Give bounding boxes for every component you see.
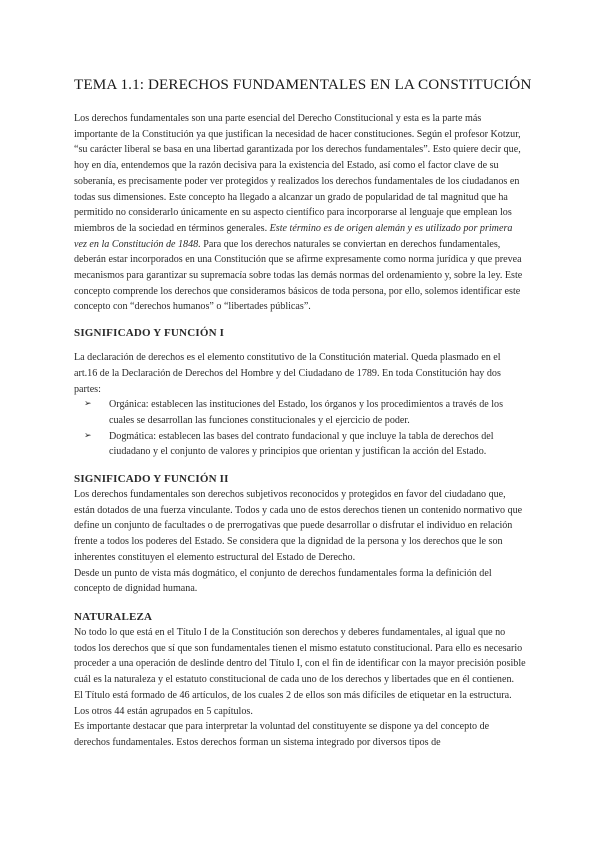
section1-paragraph: La declaración de derechos es el elemento constitutivo de la Constitución material. Queda plasmado en el art.16 de la Declaración de Derechos del Hombre y del Ciudadano de 1789. En toda Constitución hay dos partes: xyxy=(74,352,501,395)
section-heading-significado-2: SIGNIFICADO Y FUNCIÓN II xyxy=(74,473,229,486)
section3-paragraph-2: El Título está formado de 46 artículos, de los cuales 2 de ellos son más difíciles de etiquetar en la estructura. Los otros 44 están agrupados en 5 capítulos. xyxy=(74,689,512,717)
section-heading-naturaleza: NATURALEZA xyxy=(74,610,153,623)
list-item xyxy=(84,397,526,428)
constitution-parts-list xyxy=(74,397,526,460)
list-item-text: Orgánica: establecen las instituciones del Estado, los órganos y los procedimientos a través de los cuales se desarrollan las funciones constitucionales y el ejercicio de poder. xyxy=(109,399,504,426)
intro-italic-note: Este término es de origen alemán y es utilizado por primera vez en la Constitución de 1848. xyxy=(74,222,513,250)
list-item-text: Dogmática: establecen las bases del contrato fundacional y que incluye la tabla de derechos del ciudadano y el conjunto de valores y principios que orientan y justifican la acción del Estado. xyxy=(109,430,494,458)
section3-paragraph-1: No todo lo que está en el Título I de la Constitución son derechos y deberes fundamentales, al igual que no todos los derechos que sí que son fundamentales tienen el mismo estatuto constitucional. Para ello es necesario proceder a una operación de deslinde dentro del Título I, con el fin de identificar con la mayor precisión posible cuál es la naturaleza y el estatuto constitucional de cada uno de los derechos y libertades que en él contienen. xyxy=(74,626,526,686)
arrowhead-bullet-icon: ➢ xyxy=(84,399,92,410)
document-page xyxy=(74,76,532,751)
section-heading-significado-1: SIGNIFICADO Y FUNCIÓN I xyxy=(74,327,225,340)
intro-text-part2: Para que los derechos naturales se conviertan en derechos fundamentales, deberán estar incorporados en una Constitución que se afirme expresamente como norma jurídica y que prevea mecanismos para garantizar su supremacía sobre todas las demás normas del ordenamiento y, sobre la ley. Este concepto comprende los derechos que consideramos básicos de toda persona, por ello, solemos identificar este concepto con “derechos humanos” o “libertades públicas”. xyxy=(74,238,523,313)
section3-paragraph-3: Es importante destacar que para interpretar la voluntad del constituyente se dispone ya del concepto de derechos fundamentales. Estos derechos forman un sistema integrado por diversos tipos de xyxy=(74,721,490,748)
section2-paragraph-2: Desde un punto de vista más dogmático, el conjunto de derechos fundamentales forma la definición del concepto de dignidad humana. xyxy=(74,567,492,595)
list-item xyxy=(84,429,526,460)
section2-paragraph-1: Los derechos fundamentales son derechos subjetivos reconocidos y protegidos en favor del ciudadano que, están dotados de una fuerza vinculante. Todos y cada uno de estos derechos tienen un contenido normativo que define un conjunto de facultades o de prerrogativas que puede desarrollar o disfrutar el individuo en relación frente a todos los poderes del Estado. Se considera que la dignidad de la persona y los derechos que le son inherentes constituyen el elemento estructural del Estado de Derecho. xyxy=(74,489,523,563)
page-title: TEMA 1.1: DERECHOS FUNDAMENTALES EN LA CONSTITUCIÓN xyxy=(74,76,532,93)
intro-text-part1: Los derechos fundamentales son una parte esencial del Derecho Constitucional y esta es la parte más importante de la Constitución ya que justifican la necesidad de hacer constituciones. Según el profesor Kotzur, “su carácter liberal se basa en una libertad garantizada por los derechos fundamentales”. Esto quiere decir que, hoy en día, entendemos que la razón decisiva para la existencia del Estado, así como el factor clave de su soberanía, es precisamente poder ver protegidos y realizados los derechos fundamentales de los ciudadanos en todas sus dimensiones. Este concepto ha llegado a alcanzar un grado de popularidad de tal magnitud que ha permitido no considerarlo únicamente en su aspecto científico para incorporarse al lenguaje que emplean los miembros de la sociedad en términos generales. xyxy=(74,113,521,234)
intro-paragraph xyxy=(74,111,526,315)
arrowhead-bullet-icon: ➢ xyxy=(84,430,92,441)
